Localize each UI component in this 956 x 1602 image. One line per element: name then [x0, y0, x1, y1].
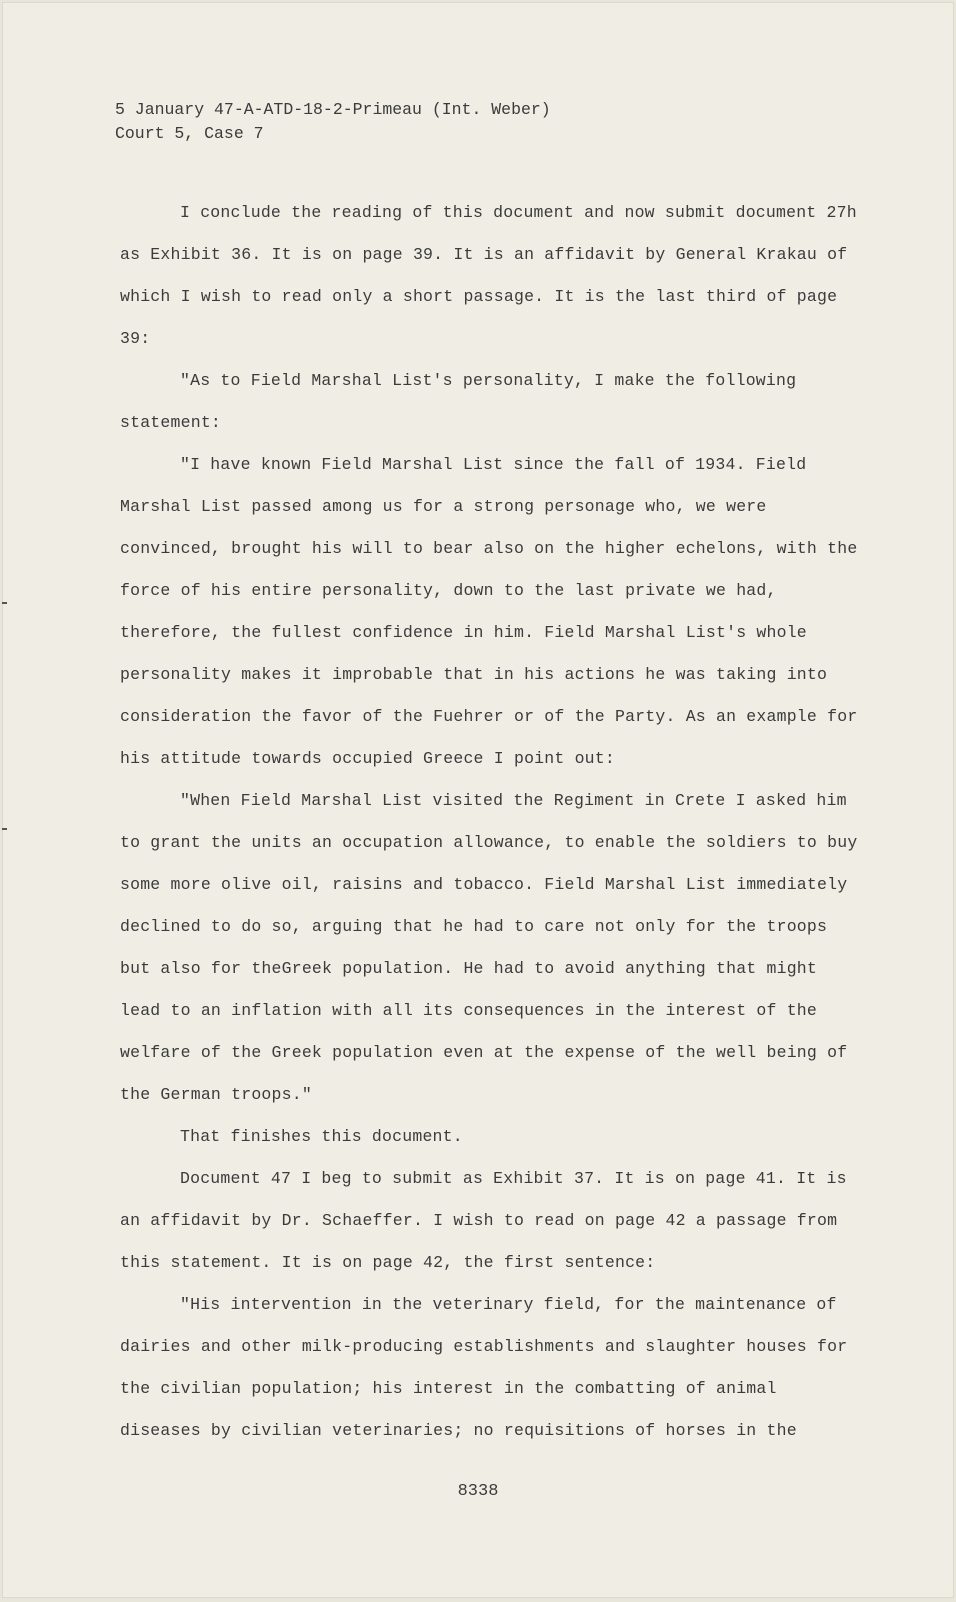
paragraph: "His intervention in the veterinary field, for the maintenance of dairies and other milk-producing establishments and slaughter houses for the civilian population; his interest in the combatting of animal diseases by civilian veterinaries; no requisitions of horses in the	[120, 1295, 848, 1440]
document-header	[115, 98, 551, 146]
edge-mark	[2, 602, 7, 604]
paragraph: Document 47 I beg to submit as Exhibit 37. It is on page 41. It is an affidavit by Dr. Schaeffer. I wish to read on page 42 a passage from this statement. It is on page 42, the first sentence:	[120, 1169, 847, 1272]
edge-mark	[2, 828, 7, 830]
document-page	[2, 2, 954, 1598]
page-number: 8338	[457, 1482, 499, 1501]
paragraph: I conclude the reading of this document and now submit document 27h as Exhibit 36. It is on page 39. It is an affidavit by General Krakau of which I wish to read only a short passage. It is the last third of page 39:	[120, 203, 857, 348]
paragraph: "As to Field Marshal List's personality, I make the following statement:	[120, 371, 797, 432]
paragraph: That finishes this document.	[180, 1127, 463, 1146]
document-body	[120, 192, 862, 1452]
paragraph: "I have known Field Marshal List since the fall of 1934. Field Marshal List passed among us for a strong personage who, we were convinced, brought his will to bear also on the higher echelons, with the force of his entire personality, down to the last private we had, therefore, the fullest confidence in him. Field Marshal List's whole personality makes it improbable that in his actions he was taking into consideration the favor of the Fuehrer or of the Party. As an example for his attitude towards occupied Greece I point out:	[120, 455, 858, 768]
header-line-court-case: Court 5, Case 7	[115, 124, 264, 143]
header-line-date-reference: 5 January 47-A-ATD-18-2-Primeau (Int. Weber)	[115, 100, 551, 119]
paragraph: "When Field Marshal List visited the Regiment in Crete I asked him to grant the units an occupation allowance, to enable the soldiers to buy some more olive oil, raisins and tobacco. Field Marshal List immediately declined to do so, arguing that he had to care not only for the troops but also for theGreek population. He had to avoid anything that might lead to an inflation with all its consequences in the interest of the welfare of the Greek population even at the expense of the well being of the German troops."	[120, 791, 858, 1104]
